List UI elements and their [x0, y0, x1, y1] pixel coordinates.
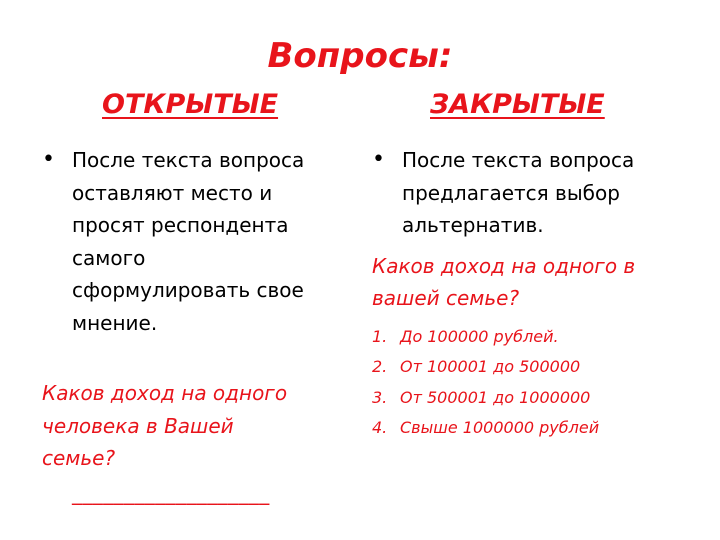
bullet-icon: • — [42, 147, 55, 172]
closed-questions-bullet — [372, 144, 692, 242]
answer-option — [372, 327, 692, 347]
answer-options-list — [372, 327, 692, 439]
answer-blank-line: ___________________ — [72, 480, 270, 505]
option-text: Свыше 1000000 рублей — [400, 418, 600, 437]
option-number: 2. — [372, 357, 388, 376]
open-questions-column — [42, 144, 342, 509]
option-text: До 100000 рублей. — [400, 326, 559, 346]
closed-questions-heading: ЗАКРЫТЫЕ — [430, 89, 605, 120]
bullet-icon: • — [372, 147, 385, 172]
answer-option — [372, 388, 692, 408]
option-number: 1. — [372, 326, 388, 346]
option-number: 3. — [372, 387, 388, 407]
open-bullet-text — [72, 144, 304, 339]
option-text: От 500001 до 1000000 — [400, 387, 591, 407]
closed-bullet-line: После текста вопроса — [402, 148, 635, 172]
open-questions-heading: ОТКРЫТЫЕ — [102, 89, 279, 120]
closed-example-question — [372, 250, 692, 315]
open-bullet-line: самого — [72, 245, 146, 270]
closed-questions-column — [372, 144, 692, 449]
open-question-line: человека в Вашей — [42, 413, 234, 438]
slide-title: Вопросы: — [267, 36, 453, 76]
open-question-line: Каков доход на одного — [42, 381, 288, 405]
closed-bullet-text — [402, 144, 634, 242]
open-bullet-line: сформулировать свое — [72, 278, 304, 302]
open-bullet-line: мнение. — [72, 310, 158, 335]
open-question-line: семье? — [42, 446, 116, 470]
answer-option — [372, 418, 692, 438]
option-text: От 100001 до 500000 — [400, 357, 581, 376]
open-questions-bullet — [42, 144, 342, 339]
answer-option — [372, 357, 692, 377]
option-number: 4. — [372, 418, 388, 437]
open-bullet-line: просят респондента — [72, 213, 289, 237]
open-bullet-line: После текста вопроса — [72, 148, 305, 172]
closed-bullet-line: предлагается выбор — [402, 180, 620, 205]
closed-question-line: Каков доход на одного в — [372, 253, 636, 278]
closed-question-line: вашей семье? — [372, 286, 520, 310]
open-bullet-line: оставляют место и — [72, 180, 273, 205]
closed-bullet-line: альтернатив. — [402, 213, 544, 237]
open-example-question — [42, 377, 342, 475]
